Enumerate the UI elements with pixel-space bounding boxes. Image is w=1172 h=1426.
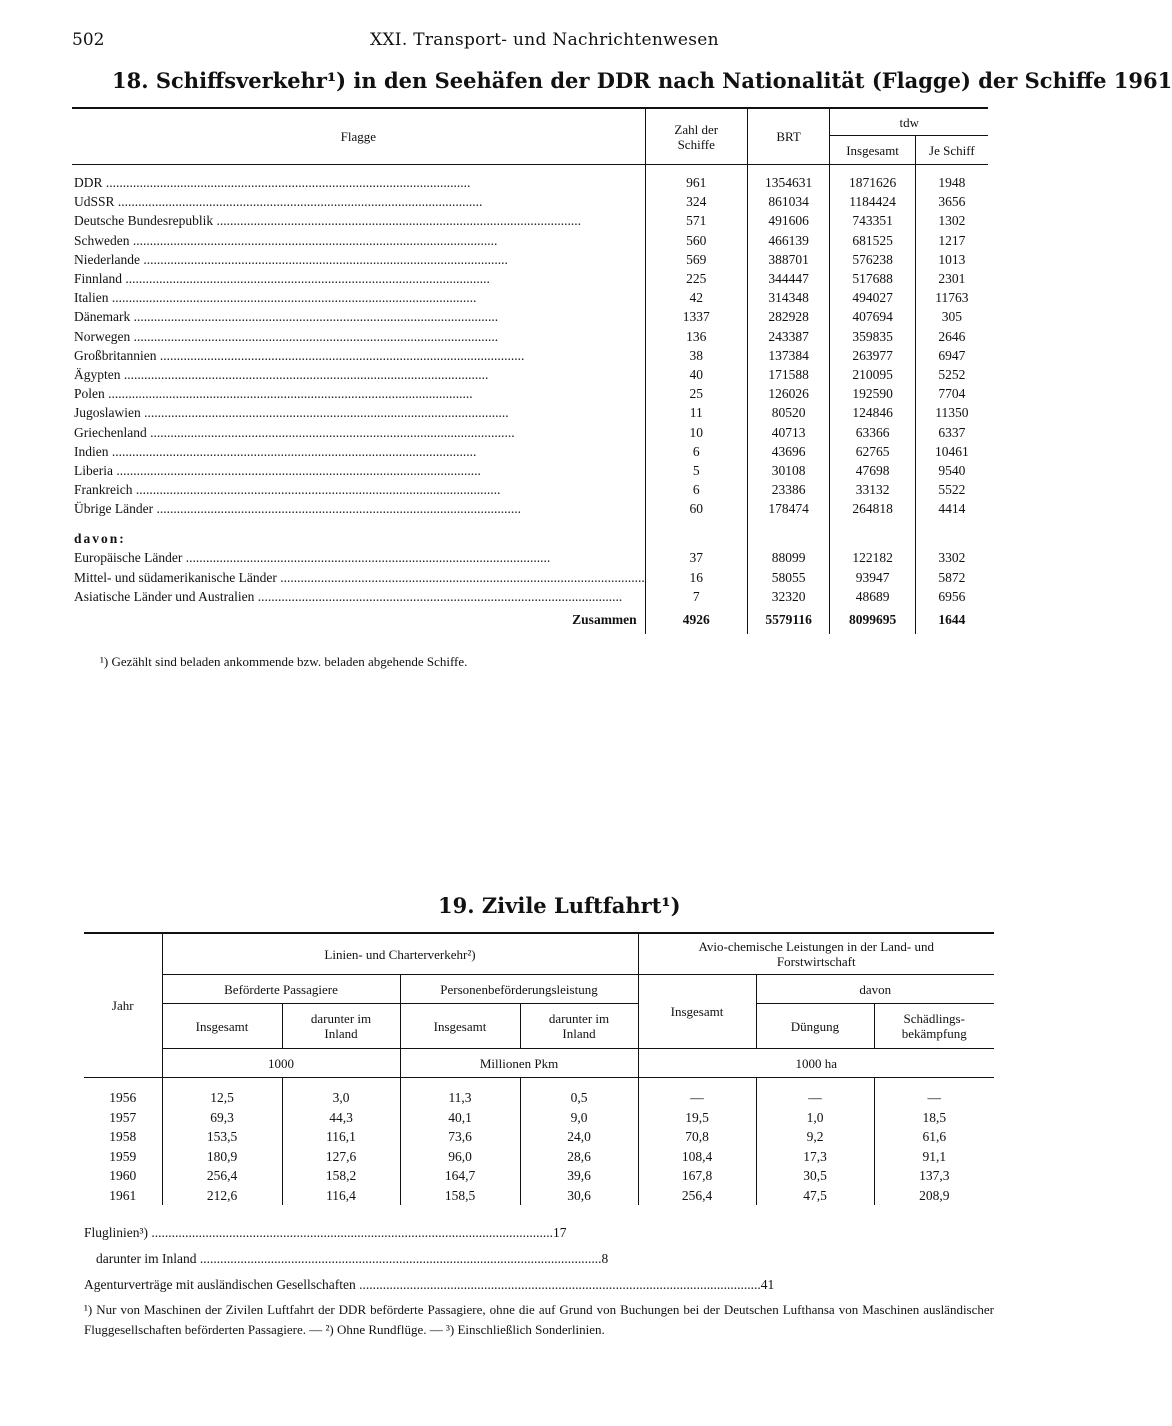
- header-davon: davon: [756, 975, 994, 1004]
- tdw-cell: 264818: [830, 499, 915, 518]
- table19-footnote: ¹) Nur von Maschinen der Zivilen Luftfahrt der DDR beförderte Passagiere, ohne die auf Grund von Buchungen bei der Deutschen Lufthansa von Maschinen ausländischer Fluggesellschaften beförderten Passagiere. — ²) Ohne Rundflüge. — ³) Einschließlich Sonderlinien.: [84, 1302, 994, 1337]
- cell-p_inl: 116,4: [282, 1186, 400, 1206]
- tdw-cell: 210095: [830, 365, 915, 384]
- running-title: XXI. Transport- und Nachrichtenwesen: [370, 30, 719, 50]
- table-row: [84, 1108, 994, 1128]
- flag-label: Norwegen .....: [74, 327, 645, 346]
- brt-cell: 80520: [747, 403, 830, 422]
- table-row: [84, 1147, 994, 1167]
- cell-a_schaed: 18,5: [922, 1109, 947, 1125]
- cell-a_schaed: 91,1: [922, 1148, 947, 1164]
- cell-k_ins: 73,6: [400, 1127, 520, 1147]
- cell-p_ins: 12,5: [162, 1078, 282, 1108]
- brt-cell: 23386: [747, 480, 830, 499]
- tdw-cell: 192590: [830, 384, 915, 403]
- cell-p_ins: 180,9: [162, 1147, 282, 1167]
- flag-label: UdSSR .....: [74, 192, 645, 211]
- davon-row: [72, 518, 988, 548]
- cell-jahr: 1957: [84, 1108, 162, 1128]
- flag-label: Griechenland .....: [74, 423, 645, 442]
- table-row: [72, 165, 988, 193]
- tdw-cell: 122182: [830, 548, 915, 567]
- tdw-cell: 263977: [830, 346, 915, 365]
- flag-label: Übrige Länder .....: [74, 499, 645, 518]
- cell-k_inl: 30,6: [520, 1186, 638, 1206]
- header-avio-insgesamt: Insgesamt: [638, 975, 756, 1049]
- brt-cell: 1354631: [747, 165, 830, 193]
- header-flagge: Flagge: [72, 108, 645, 165]
- tdw-cell: 124846: [830, 403, 915, 422]
- tdw-cell: 517688: [830, 269, 915, 288]
- misc-label: Agenturverträge mit ausländischen Gesellschaften .....: [84, 1272, 761, 1298]
- empty-cell: [645, 518, 747, 548]
- cell-k_inl: 0,5: [520, 1078, 638, 1108]
- tdw-cell: 63366: [830, 422, 915, 441]
- table19: [84, 932, 994, 1205]
- unit-ha: 1000 ha: [638, 1049, 994, 1078]
- cell-a_schaed: 61,6: [922, 1129, 947, 1145]
- table-row: [84, 1186, 994, 1206]
- table-row: [72, 442, 988, 461]
- zahl-cell: 25: [645, 384, 747, 403]
- misc-value: 41: [760, 1277, 775, 1292]
- flag-label: Frankreich .....: [74, 480, 645, 499]
- flag-label: DDR .....: [74, 173, 645, 192]
- total-row: [72, 606, 988, 634]
- cell-a_dueng: 17,3: [756, 1147, 874, 1167]
- flag-cell: [72, 422, 645, 441]
- flag-cell: [72, 269, 645, 288]
- header-avio: Avio-chemische Leistungen in der Land- und Forstwirtschaft: [638, 933, 994, 975]
- misc-label: Fluglinien³) .....: [84, 1220, 553, 1246]
- zahl-cell: 16: [645, 568, 747, 587]
- total-brt: 5579116: [747, 606, 830, 634]
- zahl-cell: 6: [645, 442, 747, 461]
- flag-cell: [72, 568, 645, 587]
- brt-cell: 344447: [747, 269, 830, 288]
- flag-label: Indien .....: [74, 442, 645, 461]
- cell-p_inl: 3,0: [282, 1078, 400, 1108]
- brt-cell: 32320: [747, 587, 830, 606]
- misc-row: [84, 1220, 567, 1246]
- empty-cell: [915, 518, 988, 548]
- flag-label: Mittel- und südamerikanische Länder .....: [74, 568, 645, 587]
- je-cell: 1302: [938, 213, 966, 229]
- cell-a_schaed: —: [927, 1090, 941, 1106]
- flag-cell: [72, 480, 645, 499]
- je-cell: 11350: [935, 405, 969, 421]
- tdw-cell: 62765: [830, 442, 915, 461]
- je-cell: 1217: [938, 232, 966, 248]
- table-row: [72, 499, 988, 518]
- flag-cell: [72, 587, 645, 606]
- je-cell: 2301: [938, 271, 966, 287]
- header-schaedling: Schädlings-bekämpfung: [874, 1004, 994, 1049]
- table18-footnote: ¹) Gezählt sind beladen ankommende bzw. beladen abgehende Schiffe.: [100, 654, 468, 669]
- header-k-insgesamt: Insgesamt: [400, 1004, 520, 1049]
- flag-cell: [72, 403, 645, 422]
- brt-cell: 466139: [747, 231, 830, 250]
- misc-row: [84, 1246, 609, 1272]
- tdw-cell: 48689: [830, 587, 915, 606]
- flag-label: Polen .....: [74, 384, 645, 403]
- cell-jahr: 1959: [84, 1147, 162, 1167]
- tdw-cell: 681525: [830, 231, 915, 250]
- flag-cell: [72, 548, 645, 567]
- je-cell: 6947: [938, 347, 966, 363]
- cell-p_ins: 69,3: [162, 1108, 282, 1128]
- header-k-inland: darunter im Inland: [520, 1004, 638, 1049]
- cell-p_inl: 127,6: [282, 1147, 400, 1167]
- flag-label: Großbritannien .....: [74, 346, 645, 365]
- cell-k_inl: 39,6: [520, 1166, 638, 1186]
- table-row: [72, 548, 988, 567]
- cell-p_inl: 158,2: [282, 1166, 400, 1186]
- flag-cell: [72, 211, 645, 230]
- table-row: [72, 384, 988, 403]
- zahl-cell: 60: [645, 499, 747, 518]
- flag-cell: [72, 231, 645, 250]
- cell-p_ins: 256,4: [162, 1166, 282, 1186]
- je-cell: 2646: [938, 328, 966, 344]
- tdw-cell: 407694: [830, 307, 915, 326]
- flag-label: Finnland .....: [74, 269, 645, 288]
- zahl-cell: 225: [645, 269, 747, 288]
- misc-value: 17: [553, 1225, 567, 1240]
- table-row: [72, 346, 988, 365]
- table-row: [72, 327, 988, 346]
- brt-cell: 491606: [747, 211, 830, 230]
- cell-a_dueng: 47,5: [756, 1186, 874, 1206]
- tdw-cell: 33132: [830, 480, 915, 499]
- cell-k_ins: 164,7: [400, 1166, 520, 1186]
- brt-cell: 43696: [747, 442, 830, 461]
- brt-cell: 178474: [747, 499, 830, 518]
- brt-cell: 388701: [747, 250, 830, 269]
- header-tdw-insgesamt: Insgesamt: [830, 136, 915, 165]
- je-cell: 4414: [938, 501, 966, 517]
- zahl-cell: 10: [645, 422, 747, 441]
- table-row: [72, 231, 988, 250]
- je-cell: 5872: [938, 569, 966, 585]
- zahl-cell: 560: [645, 231, 747, 250]
- cell-jahr: 1958: [84, 1127, 162, 1147]
- misc-label: darunter im Inland .....: [84, 1246, 601, 1272]
- flag-label: Asiatische Länder und Australien .....: [74, 587, 645, 606]
- tdw-cell: 494027: [830, 288, 915, 307]
- cell-p_inl: 116,1: [282, 1127, 400, 1147]
- flag-label: Europäische Länder .....: [74, 548, 645, 567]
- cell-a_ins: 167,8: [638, 1166, 756, 1186]
- table-row: [72, 250, 988, 269]
- header-zahl: Zahl der Schiffe: [645, 108, 747, 165]
- flag-label: Deutsche Bundesrepublik .....: [74, 211, 645, 230]
- zahl-cell: 324: [645, 192, 747, 211]
- flag-label: Niederlande .....: [74, 250, 645, 269]
- flag-cell: [72, 442, 645, 461]
- brt-cell: 243387: [747, 327, 830, 346]
- header-linien: Linien- und Charterverkehr²): [162, 933, 638, 975]
- table-row: [72, 587, 988, 606]
- cell-a_ins: 108,4: [638, 1147, 756, 1167]
- flag-label: Jugoslawien .....: [74, 403, 645, 422]
- tdw-cell: 576238: [830, 250, 915, 269]
- total-zahl: 4926: [645, 606, 747, 634]
- brt-cell: 30108: [747, 461, 830, 480]
- table-row: [72, 461, 988, 480]
- zahl-cell: 961: [645, 165, 747, 193]
- flag-cell: [72, 346, 645, 365]
- zahl-cell: 42: [645, 288, 747, 307]
- flag-label: Ägypten .....: [74, 365, 645, 384]
- flag-label: Schweden .....: [74, 231, 645, 250]
- table-row: [72, 403, 988, 422]
- flag-label: Italien .....: [74, 288, 645, 307]
- flag-cell: [72, 327, 645, 346]
- empty-cell: [830, 518, 915, 548]
- header-p-inland: darunter im Inland: [282, 1004, 400, 1049]
- header-je-schiff: Je Schiff: [915, 136, 988, 165]
- flag-cell: [72, 165, 645, 193]
- brt-cell: 171588: [747, 365, 830, 384]
- je-cell: 3302: [938, 550, 966, 566]
- je-cell: 10461: [934, 443, 969, 459]
- zahl-cell: 37: [645, 548, 747, 567]
- je-cell: 5522: [938, 482, 966, 498]
- header-passagiere: Beförderte Passagiere: [162, 975, 400, 1004]
- flag-cell: [72, 499, 645, 518]
- cell-a_ins: —: [638, 1078, 756, 1108]
- table18-title: 18. Schiffsverkehr¹) in den Seehäfen der DDR nach Nationalität (Flagge) der Schiffe 1961: [112, 68, 1172, 93]
- table-row: [72, 307, 988, 326]
- cell-a_dueng: 1,0: [756, 1108, 874, 1128]
- zahl-cell: 569: [645, 250, 747, 269]
- brt-cell: 137384: [747, 346, 830, 365]
- header-duengung: Düngung: [756, 1004, 874, 1049]
- header-tdw: tdw: [830, 108, 988, 136]
- table-row: [84, 1078, 994, 1108]
- brt-cell: 861034: [747, 192, 830, 211]
- header-pkm: Personenbeförderungsleistung: [400, 975, 638, 1004]
- zahl-cell: 5: [645, 461, 747, 480]
- zahl-cell: 7: [645, 587, 747, 606]
- misc-value: 8: [601, 1251, 609, 1266]
- table19-title: 19. Zivile Luftfahrt¹): [438, 893, 681, 918]
- cell-a_schaed: 208,9: [919, 1187, 950, 1203]
- flag-cell: [72, 192, 645, 211]
- table-row: [84, 1127, 994, 1147]
- cell-p_ins: 153,5: [162, 1127, 282, 1147]
- tdw-cell: 1184424: [830, 192, 915, 211]
- total-label: Zusammen: [72, 606, 645, 634]
- total-tdw: 8099695: [830, 606, 915, 634]
- brt-cell: 58055: [747, 568, 830, 587]
- table-row: [72, 288, 988, 307]
- flag-label: Dänemark .....: [74, 307, 645, 326]
- je-cell: 1948: [938, 175, 966, 191]
- cell-jahr: 1960: [84, 1166, 162, 1186]
- je-cell: 1013: [938, 251, 966, 267]
- brt-cell: 88099: [747, 548, 830, 567]
- cell-p_ins: 212,6: [162, 1186, 282, 1206]
- zahl-cell: 40: [645, 365, 747, 384]
- je-cell: 7704: [938, 386, 966, 402]
- je-cell: 9540: [938, 462, 966, 478]
- cell-k_ins: 158,5: [400, 1186, 520, 1206]
- cell-k_ins: 96,0: [400, 1147, 520, 1167]
- zahl-cell: 38: [645, 346, 747, 365]
- table-row: [72, 269, 988, 288]
- brt-cell: 282928: [747, 307, 830, 326]
- table-row: [72, 568, 988, 587]
- cell-k_inl: 24,0: [520, 1127, 638, 1147]
- brt-cell: 40713: [747, 422, 830, 441]
- table-row: [72, 365, 988, 384]
- je-cell: 305: [941, 309, 962, 325]
- zahl-cell: 136: [645, 327, 747, 346]
- total-je: 1644: [938, 612, 966, 628]
- brt-cell: 126026: [747, 384, 830, 403]
- cell-k_ins: 11,3: [400, 1078, 520, 1108]
- tdw-cell: 1871626: [830, 165, 915, 193]
- zahl-cell: 1337: [645, 307, 747, 326]
- tdw-cell: 47698: [830, 461, 915, 480]
- tdw-cell: 93947: [830, 568, 915, 587]
- cell-k_ins: 40,1: [400, 1108, 520, 1128]
- table-row: [72, 422, 988, 441]
- cell-k_inl: 9,0: [520, 1108, 638, 1128]
- tdw-cell: 359835: [830, 327, 915, 346]
- flag-cell: [72, 365, 645, 384]
- table18: [72, 107, 988, 634]
- cell-a_schaed: 137,3: [919, 1168, 950, 1184]
- cell-a_ins: 19,5: [638, 1108, 756, 1128]
- cell-k_inl: 28,6: [520, 1147, 638, 1167]
- cell-a_ins: 70,8: [638, 1127, 756, 1147]
- zahl-cell: 11: [645, 403, 747, 422]
- flag-cell: [72, 307, 645, 326]
- header-p-insgesamt: Insgesamt: [162, 1004, 282, 1049]
- je-cell: 6956: [938, 588, 966, 604]
- cell-a_dueng: —: [756, 1078, 874, 1108]
- table-row: [72, 192, 988, 211]
- brt-cell: 314348: [747, 288, 830, 307]
- je-cell: 6337: [938, 424, 966, 440]
- flag-cell: [72, 384, 645, 403]
- table-row: [72, 211, 988, 230]
- tdw-cell: 743351: [830, 211, 915, 230]
- unit-1000: 1000: [162, 1049, 400, 1078]
- zahl-cell: 571: [645, 211, 747, 230]
- je-cell: 5252: [938, 366, 966, 382]
- cell-a_dueng: 9,2: [756, 1127, 874, 1147]
- davon-label: davon:: [72, 518, 645, 548]
- header-jahr: Jahr: [84, 933, 162, 1078]
- unit-mpkm: Millionen Pkm: [400, 1049, 638, 1078]
- cell-p_inl: 44,3: [282, 1108, 400, 1128]
- cell-jahr: 1961: [84, 1186, 162, 1206]
- je-cell: 11763: [935, 290, 969, 306]
- header-brt: BRT: [747, 108, 830, 165]
- flag-label: Liberia .....: [74, 461, 645, 480]
- table19-misc: [84, 1220, 775, 1298]
- je-cell: 3656: [938, 194, 966, 210]
- cell-a_ins: 256,4: [638, 1186, 756, 1206]
- zahl-cell: 6: [645, 480, 747, 499]
- table-row: [84, 1166, 994, 1186]
- empty-cell: [747, 518, 830, 548]
- flag-cell: [72, 288, 645, 307]
- cell-jahr: 1956: [84, 1078, 162, 1108]
- page-number: 502: [72, 30, 105, 50]
- flag-cell: [72, 461, 645, 480]
- misc-row: [84, 1272, 775, 1298]
- cell-a_dueng: 30,5: [756, 1166, 874, 1186]
- table-row: [72, 480, 988, 499]
- flag-cell: [72, 250, 645, 269]
